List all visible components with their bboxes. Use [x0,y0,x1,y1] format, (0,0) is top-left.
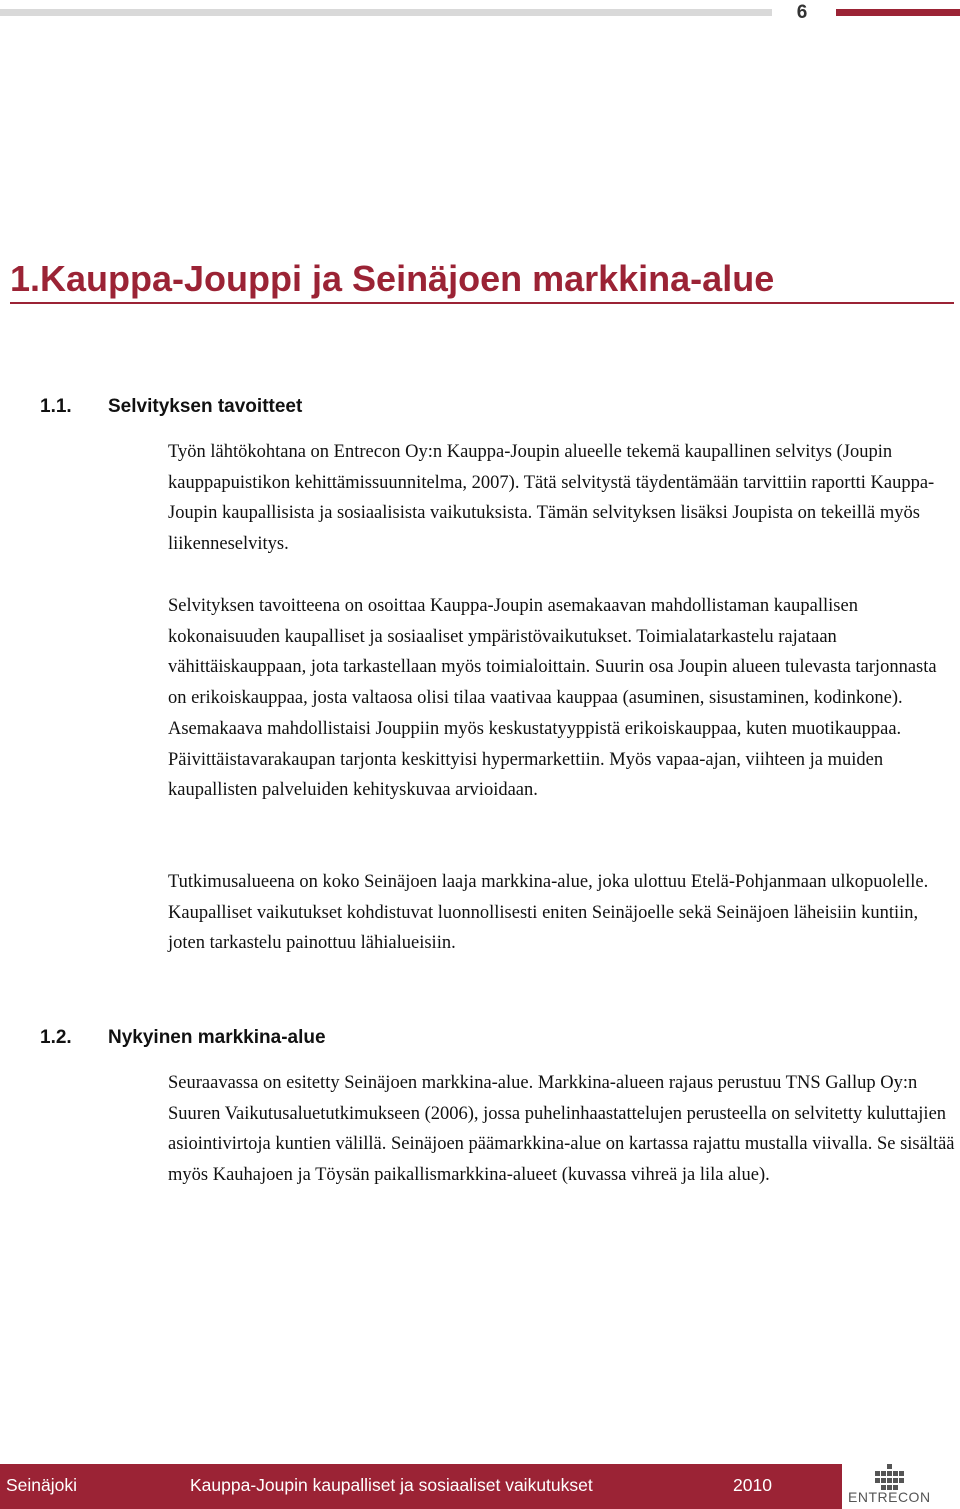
section-heading-1-1 [40,396,302,418]
paragraph: Työn lähtökohtana on Entrecon Oy:n Kauppa-Joupin alueelle tekemä kaupallinen selvitys (Joupin kauppapuistikon kehittämissuunnitelma, 2007). Tätä selvitystä täydentämään tarvittiin raportti Kauppa-Joupin kaupallisista ja sosiaalisista vaikutuksista. Tämän selvityksen lisäksi Joupista on tekeillä myös liikenneselvitys. [168,442,935,555]
section-title: Selvityksen tavoitteet [108,396,303,417]
paragraph: Seuraavassa on esitetty Seinäjoen markkina-alue. Markkina-alueen rajaus perustuu TNS Gallup Oy:n Suuren Vaikutusaluetutkimukseen (2006), jossa puhelinhaastattelujen perusteella on selvitetty kuluttajien asiointivirtoja kuntien välillä. Seinäjoen päämarkkina-alue on kartassa rajattu mustalla viivalla. Se sisältää myös Kauhajoen ja Töysän paikallismarkkina-alueet (kuvassa vihreä ja lila alue). [168,1073,955,1186]
paragraph: Tutkimusalueena on koko Seinäjoen laaja markkina-alue, joka ulottuu Etelä-Pohjanmaan ulkopuolelle. Kaupalliset vaikutukset kohdistuvat luonnollisesti eniten Seinäjoelle sekä Seinäjoen läheisiin kuntiin, joten tarkastelu painottuu lähialueisiin. [168,872,929,954]
section-number: 1.2. [40,1027,72,1048]
chapter-rule [10,302,954,304]
section-heading-1-2 [40,1027,326,1049]
paragraph: Selvityksen tavoitteena on osoittaa Kauppa-Joupin asemakaavan mahdollistaman kaupallisen kokonaisuuden kaupalliset ja sosiaaliset ympäristövaikutukset. Toimialatarkastelu rajataan vähittäiskauppaan, jota tarkastellaan myös toimialoittain. Suurin osa Joupin alueen tulevasta tarjonnasta on erikoiskauppaa, josta valtaosa olisi tilaa vaativaa kauppaa (asuminen, sisustaminen, kodinkone). Asemakaava mahdollistaisi Jouppiin myös keskustatyyppistä erikoiskauppaa, kuten muotikauppaa. Päivittäistavarakaupan tarjonta keskittyisi hypermarkettiin. Myös vapaa-ajan, viihteen ja muiden kaupallisten palveluiden kehityskuvaa arvioidaan. [168,596,937,801]
chapter-title: 1.Kauppa-Jouppi ja Seinäjoen markkina-alue [10,258,775,299]
entrecon-grid-icon [875,1464,905,1490]
section-title: Nykyinen markkina-alue [108,1027,326,1048]
top-bar-right [836,9,960,16]
entrecon-logo [842,1460,960,1509]
footer-report-title: Kauppa-Joupin kaupalliset ja sosiaaliset vaikutukset [190,1475,593,1495]
footer-year: 2010 [733,1475,772,1495]
footer-location: Seinäjoki [6,1475,78,1495]
logo-text: ENTRECON [848,1489,931,1505]
top-bar-left [0,9,772,16]
section-number: 1.1. [40,396,72,417]
page-number: 6 [796,2,808,23]
